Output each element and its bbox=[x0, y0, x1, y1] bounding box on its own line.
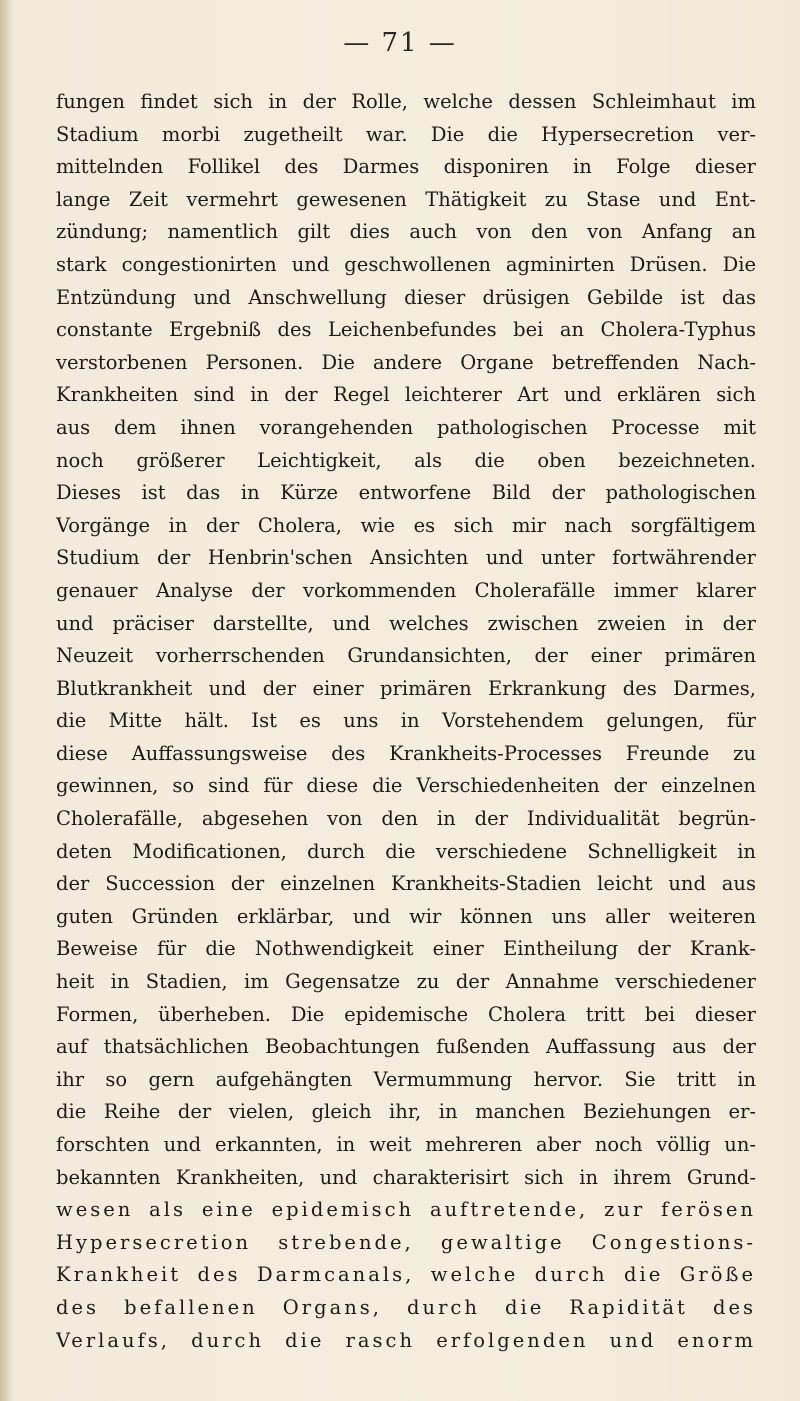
text-line: und präciser darstellte, und welches zwischen zweien in der bbox=[56, 611, 756, 635]
text-line: diese Auffassungsweise des Krankheits-Processes Freunde zu bbox=[56, 741, 756, 765]
page-number-header: — 71 — bbox=[343, 28, 457, 58]
text-line: Beweise für die Nothwendigkeit einer Eintheilung der Krank- bbox=[56, 937, 756, 961]
text-line: guten Gründen erklärbar, und wir können uns aller weiteren bbox=[56, 904, 756, 928]
text-line: forschten und erkannten, in weit mehreren aber noch völlig un- bbox=[56, 1133, 756, 1156]
text-line: verstorbenen Personen. Die andere Organe betreffenden Nach- bbox=[56, 350, 756, 374]
text-line: aus dem ihnen vorangehenden pathologischen Processe mit bbox=[56, 415, 756, 439]
text-line: des befallenen Organs, durch die Rapidität des bbox=[56, 1295, 756, 1319]
text-line: ihr so gern aufgehängten Vermummung hervor. Sie tritt in bbox=[56, 1067, 756, 1091]
text-line: die Mitte hält. Ist es uns in Vorstehendem gelungen, für bbox=[56, 709, 756, 733]
page-gutter-shadow bbox=[0, 0, 12, 1401]
text-line: bekannten Krankheiten, und charakterisirt sich in ihrem Grund- bbox=[56, 1165, 756, 1189]
text-line: Hypersecretion strebende, gewaltige Congestions- bbox=[56, 1230, 756, 1254]
text-line: der Succession der einzelnen Krankheits-Stadien leicht und aus bbox=[56, 872, 756, 896]
text-line: lange Zeit vermehrt gewesenen Thätigkeit zu Stase und Ent- bbox=[56, 187, 756, 211]
text-line: Formen, überheben. Die epidemische Cholera tritt bei dieser bbox=[56, 1002, 756, 1026]
text-line: genauer Analyse der vorkommenden Cholerafälle immer klarer bbox=[56, 578, 756, 602]
text-line: constante Ergebniß des Leichenbefundes bei an Cholera-Typhus bbox=[56, 318, 756, 342]
text-line: die Reihe der vielen, gleich ihr, in manchen Beziehungen er- bbox=[56, 1100, 756, 1124]
text-line: fungen findet sich in der Rolle, welche dessen Schleimhaut im bbox=[56, 90, 756, 113]
text-line: stark congestionirten und geschwollenen agminirten Drüsen. Die bbox=[56, 252, 756, 276]
text-line: Krankheit des Darmcanals, welche durch die Größe bbox=[56, 1263, 756, 1287]
text-line: Dieses ist das in Kürze entworfene Bild der pathologischen bbox=[56, 481, 756, 505]
text-line: zündung; namentlich gilt dies auch von den von Anfang an bbox=[56, 220, 756, 244]
text-line: Blutkrankheit und der einer primären Erkrankung des Darmes, bbox=[56, 676, 756, 700]
text-line: Cholerafälle, abgesehen von den in der Individualität begrün- bbox=[56, 807, 756, 831]
text-line: Neuzeit vorherrschenden Grundansichten, der einer primären bbox=[56, 644, 756, 668]
text-line: Studium der Henbrin'schen Ansichten und unter fortwährender bbox=[56, 546, 756, 570]
text-line: gewinnen, so sind für diese die Verschiedenheiten der einzelnen bbox=[56, 774, 756, 798]
text-line: mittelnden Follikel des Darmes disponiren in Folge dieser bbox=[56, 155, 756, 179]
text-line: Verlaufs, durch die rasch erfolgenden und enorm bbox=[56, 1328, 756, 1352]
text-line: heit in Stadien, im Gegensatze zu der Annahme verschiedener bbox=[56, 970, 756, 994]
text-line: Entzündung und Anschwellung dieser drüsigen Gebilde ist das bbox=[56, 285, 756, 309]
text-line: wesen als eine epidemisch auftretende, zur ferösen bbox=[56, 1198, 756, 1222]
text-line: auf thatsächlichen Beobachtungen fußenden Auffassung aus der bbox=[56, 1035, 756, 1059]
body-text bbox=[56, 86, 756, 1357]
text-line: Stadium morbi zugetheilt war. Die die Hypersecretion ver- bbox=[56, 122, 756, 146]
text-line: Vorgänge in der Cholera, wie es sich mir nach sorgfältigem bbox=[56, 513, 756, 537]
text-line: noch größerer Leichtigkeit, als die oben bezeichneten. bbox=[56, 448, 756, 472]
text-line: Krankheiten sind in der Regel leichterer Art und erklären sich bbox=[56, 383, 756, 407]
text-line: deten Modificationen, durch die verschiedene Schnelligkeit in bbox=[56, 839, 756, 863]
